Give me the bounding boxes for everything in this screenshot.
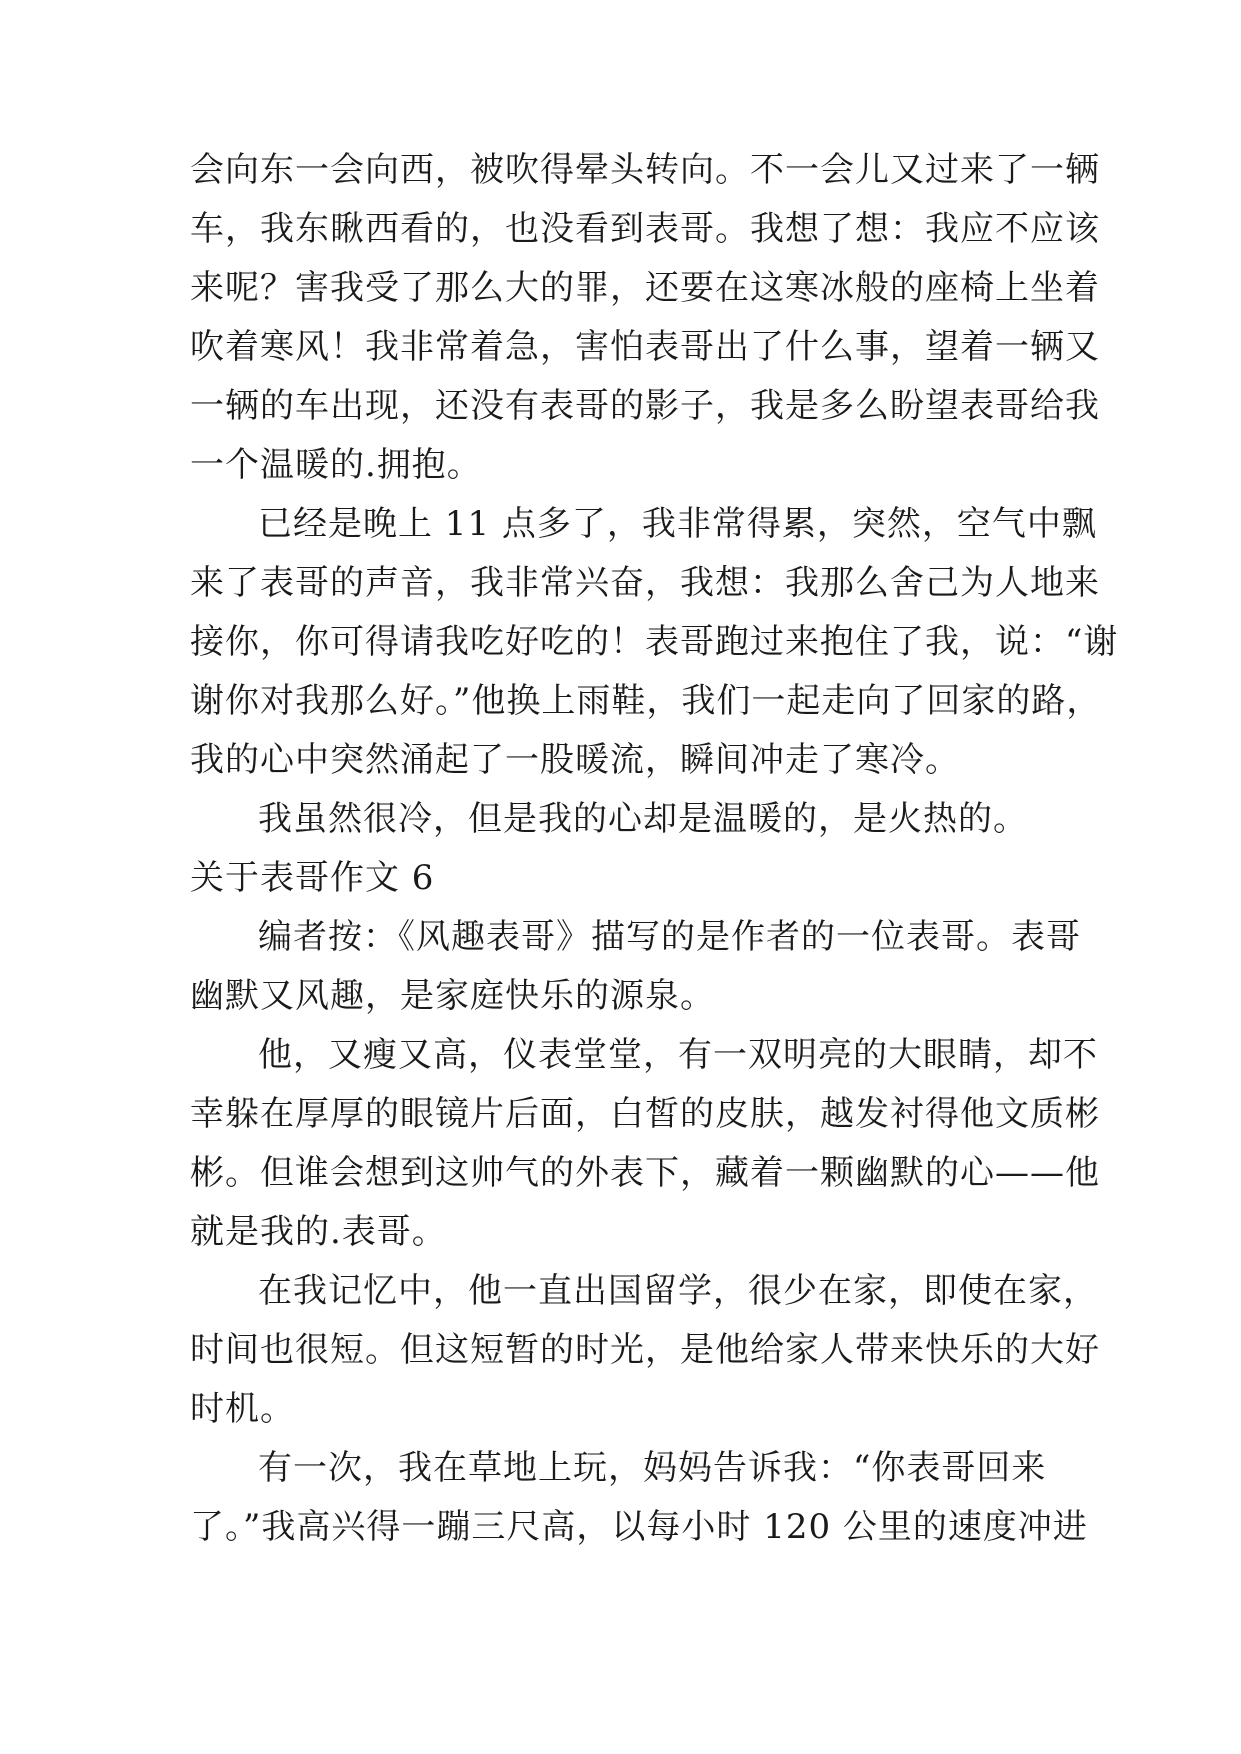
- text-line: 时间也很短。但这短暂的时光，是他给家人带来快乐的大好: [190, 1330, 1100, 1370]
- paragraph-start-line: 编者按：《风趣表哥》描写的是作者的一位表哥。表哥: [258, 917, 1081, 957]
- text-line: 时机。: [190, 1389, 295, 1429]
- paragraph-start-line: 有一次，我在草地上玩，妈妈告诉我：“你表哥回来: [258, 1448, 1047, 1488]
- text-line: 谢你对我那么好。”他换上雨鞋，我们一起走向了回家的路，: [190, 681, 1102, 721]
- paragraph-start-line: 已经是晚上 11 点多了，我非常得累，突然，空气中飘: [258, 504, 1097, 544]
- text-line: 来了表哥的声音，我非常兴奋，我想：我那么舍己为人地来: [190, 563, 1100, 603]
- paragraph-start-line: 在我记忆中，他一直出国留学，很少在家，即使在家，: [258, 1271, 1098, 1311]
- text-line: 吹着寒风！我非常着急，害怕表哥出了什么事，望着一辆又: [190, 327, 1100, 367]
- section-heading: 关于表哥作文 6: [190, 858, 435, 898]
- text-line: 一个温暖的.拥抱。: [190, 445, 482, 485]
- text-line: 幸躲在厚厚的眼镜片后面，白皙的皮肤，越发衬得他文质彬: [190, 1094, 1100, 1134]
- paragraph-start-line: 他，又瘦又高，仪表堂堂，有一双明亮的大眼睛，却不: [258, 1035, 1098, 1075]
- text-line: 我的心中突然涌起了一股暖流，瞬间冲走了寒冷。: [190, 740, 960, 780]
- text-line: 会向东一会向西，被吹得晕头转向。不一会儿又过来了一辆: [190, 150, 1100, 190]
- text-line: 接你，你可得请我吃好吃的！表哥跑过来抱住了我，说：“谢: [190, 622, 1119, 662]
- text-line: 来呢？害我受了那么大的罪，还要在这寒冰般的座椅上坐着: [190, 268, 1100, 308]
- text-line: 就是我的.表哥。: [190, 1212, 447, 1252]
- text-line: 彬。但谁会想到这帅气的外表下，藏着一颗幽默的心——他: [190, 1153, 1100, 1193]
- text-line: 幽默又风趣，是家庭快乐的源泉。: [190, 976, 715, 1016]
- text-line: 了。”我高兴得一蹦三尺高，以每小时 120 公里的速度冲进: [190, 1507, 1088, 1547]
- text-line: 一辆的车出现，还没有表哥的影子，我是多么盼望表哥给我: [190, 386, 1100, 426]
- text-line: 车，我东瞅西看的，也没看到表哥。我想了想：我应不应该: [190, 209, 1100, 249]
- paragraph-start-line: 我虽然很冷，但是我的心却是温暖的，是火热的。: [258, 799, 1028, 839]
